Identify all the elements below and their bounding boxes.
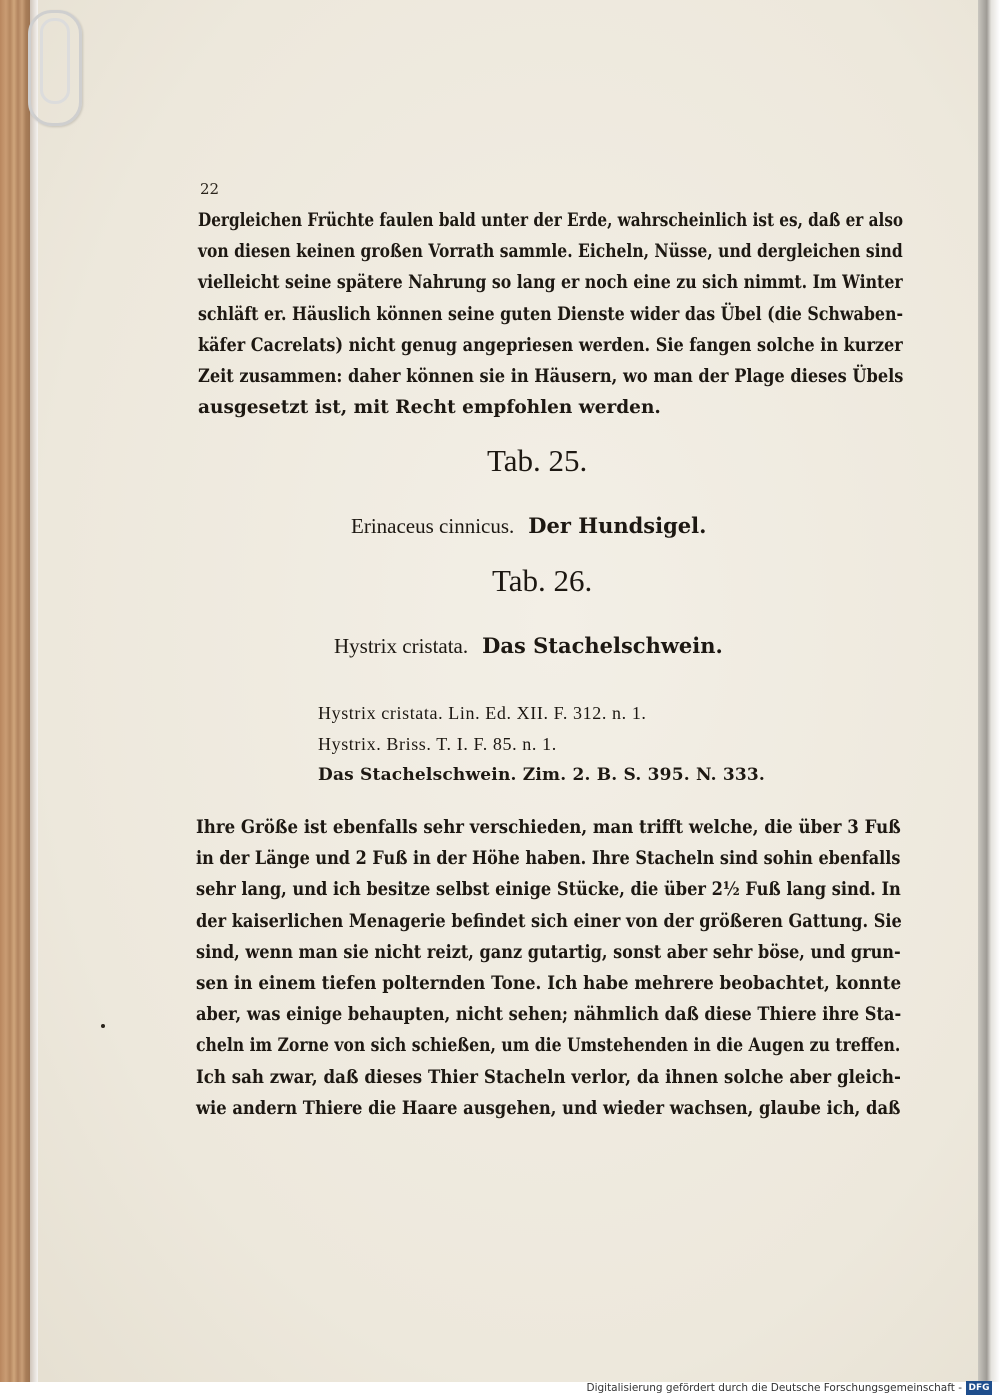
text-line: der kaiserlichen Menagerie befindet sich einer von der größeren Gattung. Sie — [196, 910, 902, 932]
text-line: sehr lang, und ich besitze selbst einige Stücke, die über 2½ Fuß lang sind. In — [196, 879, 901, 901]
species-line-25 — [351, 513, 706, 539]
text-line: wie andern Thiere die Haare ausgehen, und wieder wachsen, glaube ich, daß — [196, 1097, 901, 1119]
species-latin-name: Hystrix cristata. — [334, 634, 469, 658]
species-german-name: Das Stachelschwein. — [482, 633, 723, 658]
plate-heading-26: Tab. 26. — [492, 563, 593, 598]
text-line: sen in einem tiefen polternden Tone. Ich habe mehrere beobachtet, konnte — [196, 972, 902, 994]
text-line: Zeit zusammen: daher können sie in Häusern, wo man der Plage dieses Übels — [198, 365, 904, 387]
text-line: cheln im Zorne von sich schießen, um die Umstehenden in die Augen zu treffen. — [196, 1035, 901, 1057]
text-line: ausgesetzt ist, mit Recht empfohlen werden. — [198, 397, 661, 419]
text-line: in der Länge und 2 Fuß in der Höhe haben. Ihre Stacheln sind sohin ebenfalls — [196, 848, 901, 870]
reference-linnaeus: Hystrix cristata. Lin. Ed. XII. F. 312. n. 1. — [318, 703, 647, 723]
book-page-stack — [0, 0, 30, 1400]
page-number: 22 — [200, 180, 220, 198]
digitization-credit — [586, 1381, 992, 1395]
paragraph-porcupine — [196, 812, 1000, 1124]
species-latin-name: Erinaceus cinnicus. — [351, 514, 515, 538]
text-line: Ich sah zwar, daß dieses Thier Stacheln verlor, da ihnen solche aber gleich- — [196, 1066, 901, 1088]
reference-zimmermann: Das Stachelschwein. Zim. 2. B. S. 395. N. 333. — [318, 765, 766, 785]
reference-brisson: Hystrix. Briss. T. I. F. 85. n. 1. — [318, 734, 557, 754]
species-line-26 — [334, 633, 723, 659]
species-german-name: Der Hundsigel. — [528, 513, 707, 538]
text-line: Ihre Größe ist ebenfalls sehr verschieden, man trifft welche, die über 3 Fuß — [196, 817, 901, 838]
text-line: aber, was einige behaupten, nicht sehen; nähmlich daß diese Thiere ihre Sta- — [196, 1004, 902, 1026]
paper-clip-inner — [40, 18, 70, 104]
text-line: schläft er. Häuslich können seine guten Dienste wider das Übel (die Schwaben- — [198, 303, 904, 325]
dfg-logo-icon: DFG — [966, 1381, 992, 1395]
literature-references — [318, 698, 765, 791]
text-line: Dergleichen Früchte faulen bald unter der Erde, wahrscheinlich ist es, daß er also — [198, 210, 904, 231]
text-line: vielleicht seine spätere Nahrung so lang er noch eine zu sich nimmt. Im Winter — [198, 272, 903, 294]
text-line: sind, wenn man sie nicht reizt, ganz gutartig, sonst aber sehr böse, und grun- — [196, 941, 901, 963]
plate-heading-25: Tab. 25. — [487, 443, 588, 478]
ink-speck — [101, 1024, 105, 1028]
credit-text: Digitalisierung gefördert durch die Deutsche Forschungsgemeinschaft - — [586, 1382, 962, 1394]
text-line: käfer Cacrelats) nicht genug angepriesen werden. Sie fangen solche in kurzer — [198, 334, 903, 356]
paragraph-hedgehog-continued — [198, 205, 1000, 423]
text-line: von diesen keinen großen Vorrath sammle. Eicheln, Nüsse, und dergleichen sind — [198, 241, 903, 263]
